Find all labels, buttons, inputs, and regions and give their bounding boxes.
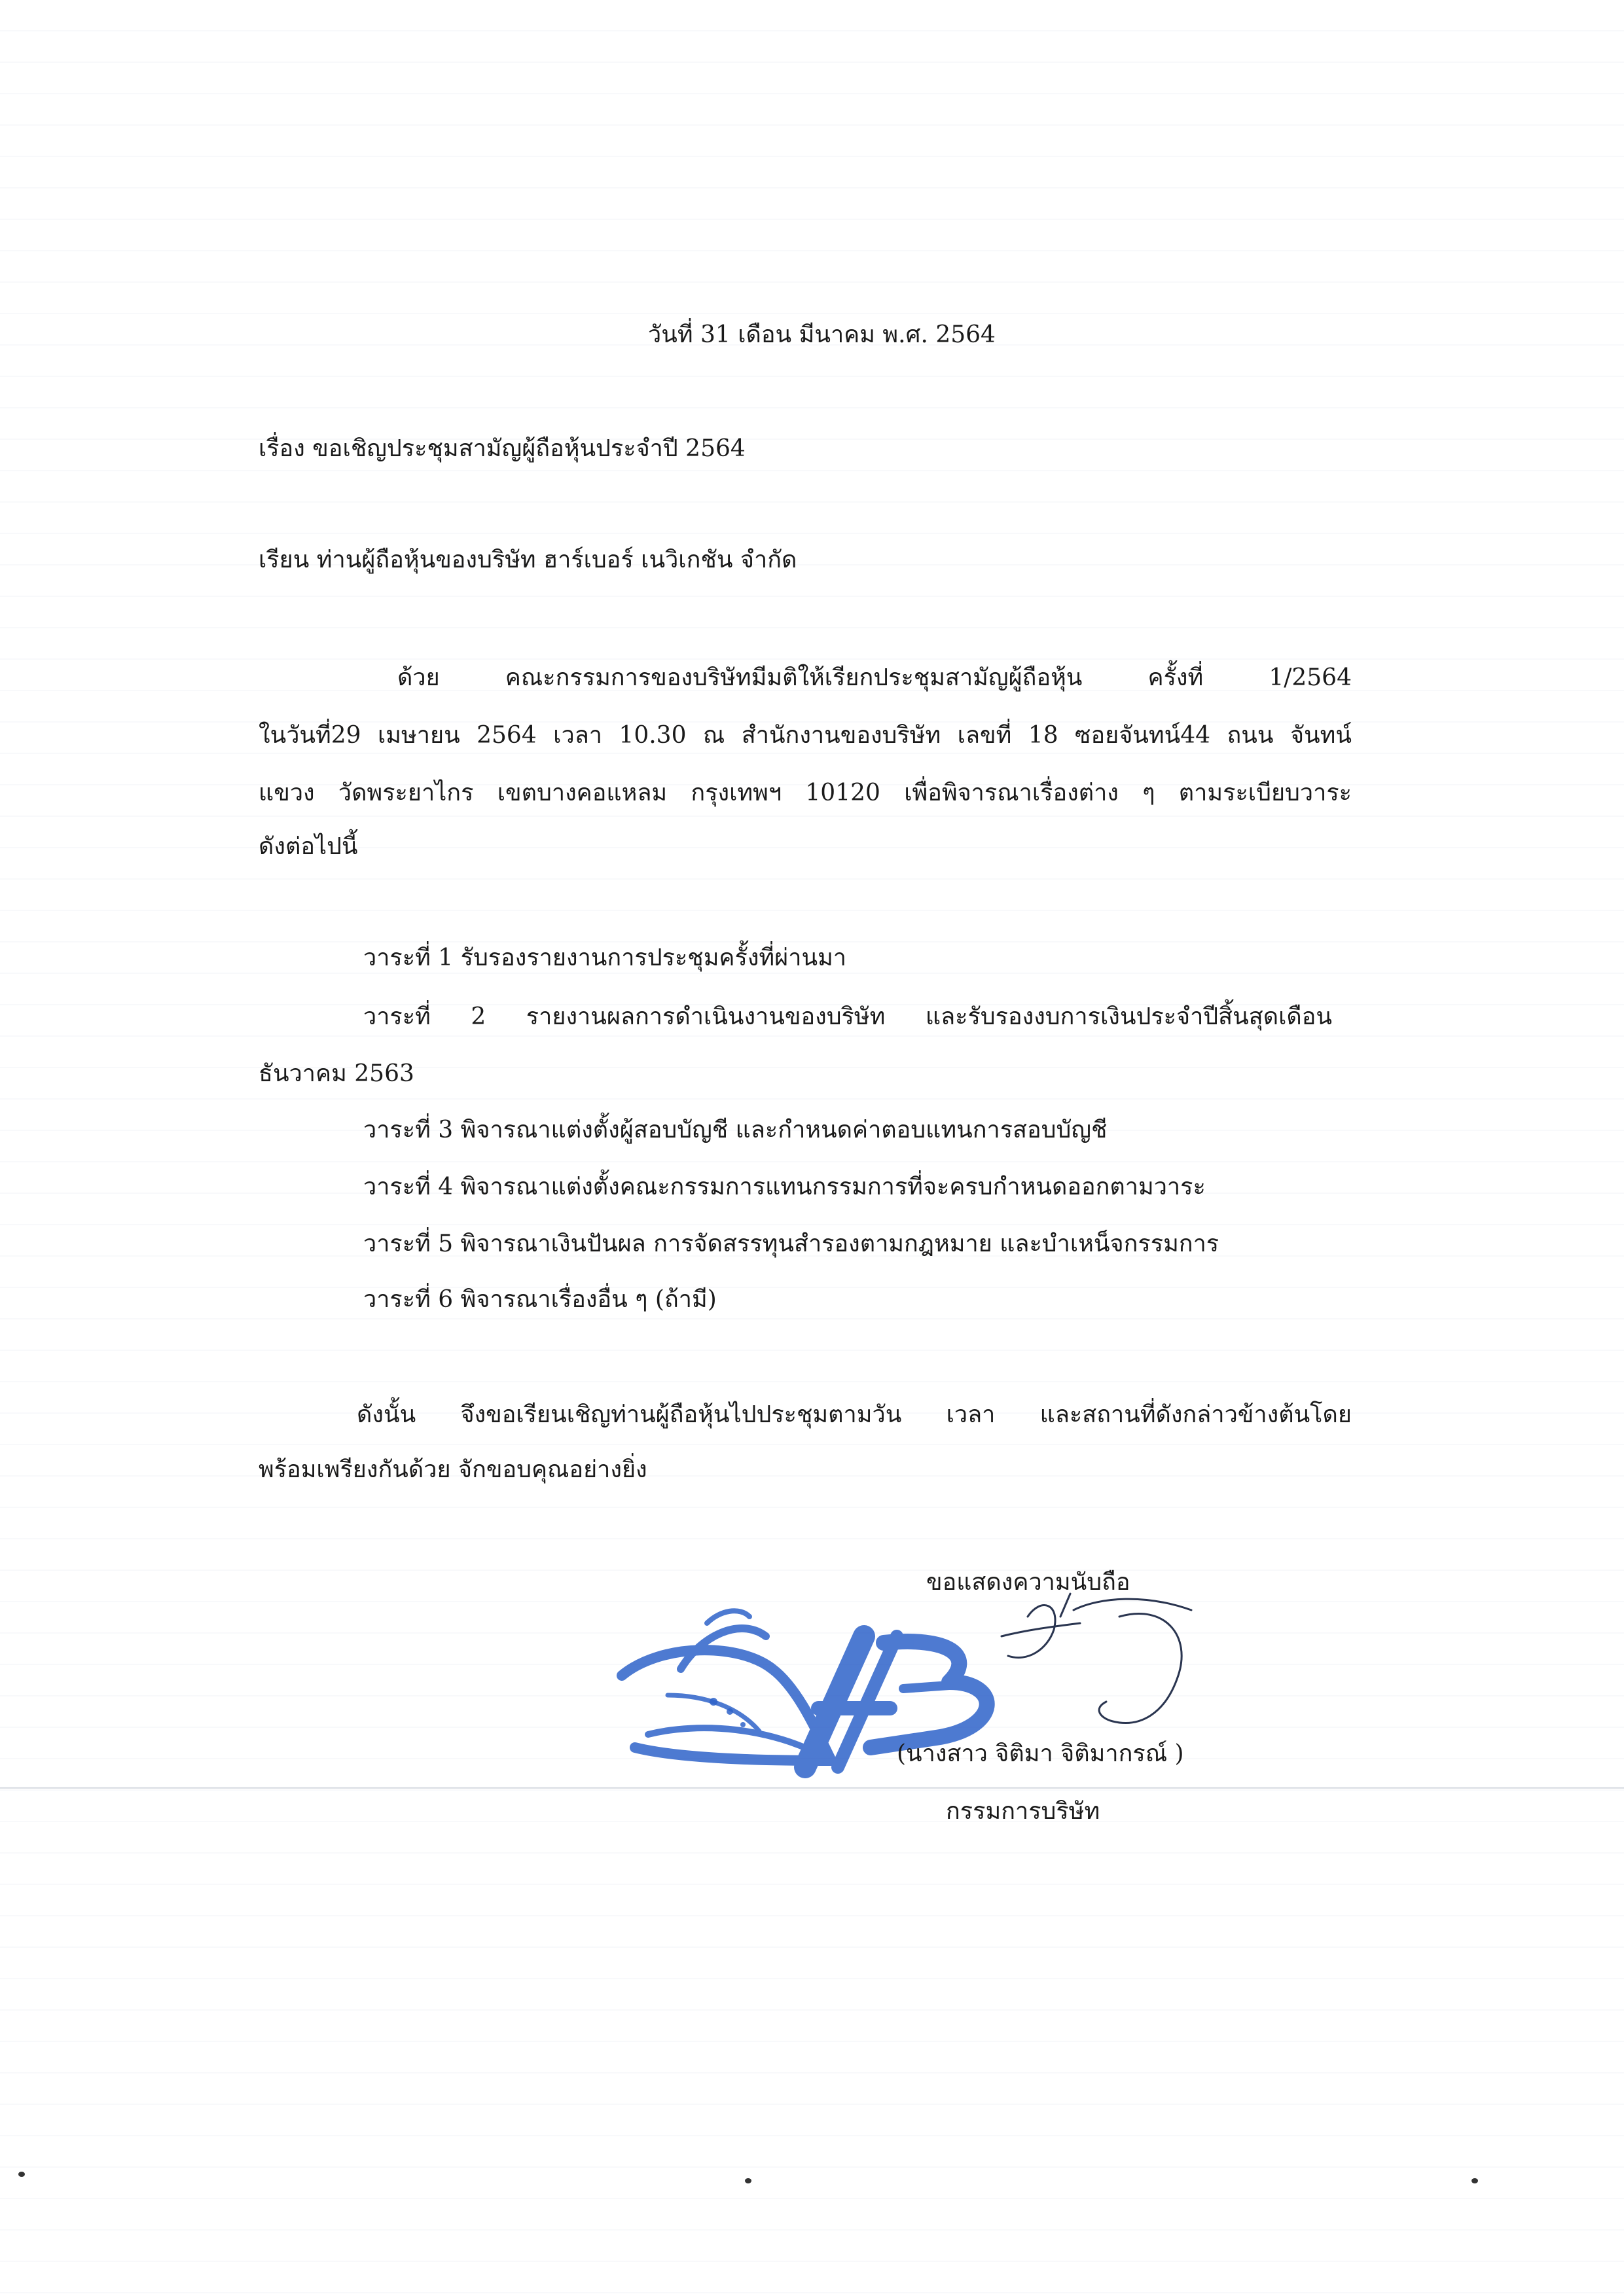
paragraph1-line2: ในวันที่29 เมษายน 2564 เวลา 10.30 ณ สำนักงานของบริษัท เลขที่ 18 ซอยจันทน์44 ถนน จันทน์	[259, 722, 1352, 749]
agenda-item-3: วาระที่ 3 พิจารณาแต่งตั้งผู้สอบบัญชี และกำหนดค่าตอบแทนการสอบบัญชี	[363, 1117, 1108, 1143]
paragraph2-line1: ดังนั้น จึงขอเรียนเชิญท่านผู้ถือหุ้นไปประชุมตามวัน เวลา และสถานที่ดังกล่าวข้างต้นโดย	[357, 1401, 1352, 1428]
agenda-item-4: วาระที่ 4 พิจารณาแต่งตั้งคณะกรรมการแทนกรรมการที่จะครบกำหนดออกตามวาระ	[363, 1174, 1206, 1200]
paragraph1-line3: แขวง วัดพระยาไกร เขตบางคอแหลม กรุงเทพฯ 10120 เพื่อพิจารณาเรื่องต่าง ๆ ตามระเบียบวาระ	[259, 780, 1352, 806]
agenda-item-5: วาระที่ 5 พิจารณาเงินปันผล การจัดสรรทุนสำรองตามกฎหมาย และบำเหน็จกรรมการ	[363, 1230, 1219, 1257]
agenda-item-2: วาระที่ 2 รายงานผลการดำเนินงานของบริษัท และรับรองงบการเงินประจำปีสิ้นสุดเดือน	[363, 1003, 1332, 1030]
scan-mark	[745, 2178, 751, 2183]
signer-name: (นางสาว จิติมา จิติมากรณ์ )	[897, 1740, 1184, 1767]
agenda-item-6: วาระที่ 6 พิจารณาเรื่องอื่น ๆ (ถ้ามี)	[363, 1286, 717, 1313]
recipient-line: เรียน ท่านผู้ถือหุ้นของบริษัท ฮาร์เบอร์ เนวิเกชัน จำกัด	[259, 547, 797, 573]
agenda-item-1: วาระที่ 1 รับรองรายงานการประชุมครั้งที่ผ่านมา	[363, 944, 847, 971]
signer-title: กรรมการบริษัท	[946, 1798, 1100, 1825]
paragraph1-line4: ดังต่อไปนี้	[259, 833, 358, 860]
date-line: วันที่ 31 เดือน มีนาคม พ.ศ. 2564	[648, 321, 996, 348]
paragraph2-line2: พร้อมเพรียงกันด้วย จักขอบคุณอย่างยิ่ง	[259, 1456, 647, 1483]
subject-line: เรื่อง ขอเชิญประชุมสามัญผู้ถือหุ้นประจำปี 2564	[259, 435, 746, 462]
scan-mark	[18, 2172, 25, 2177]
paragraph1-line1: ด้วย คณะกรรมการของบริษัทมีมติให้เรียกประชุมสามัญผู้ถือหุ้น ครั้งที่ 1/2564	[397, 664, 1352, 691]
handwritten-signature	[929, 1590, 1204, 1754]
scan-mark	[1471, 2178, 1478, 2183]
agenda-item-2-continuation: ธันวาคม 2563	[259, 1060, 414, 1087]
closing-line: ขอแสดงความนับถือ	[926, 1569, 1130, 1596]
